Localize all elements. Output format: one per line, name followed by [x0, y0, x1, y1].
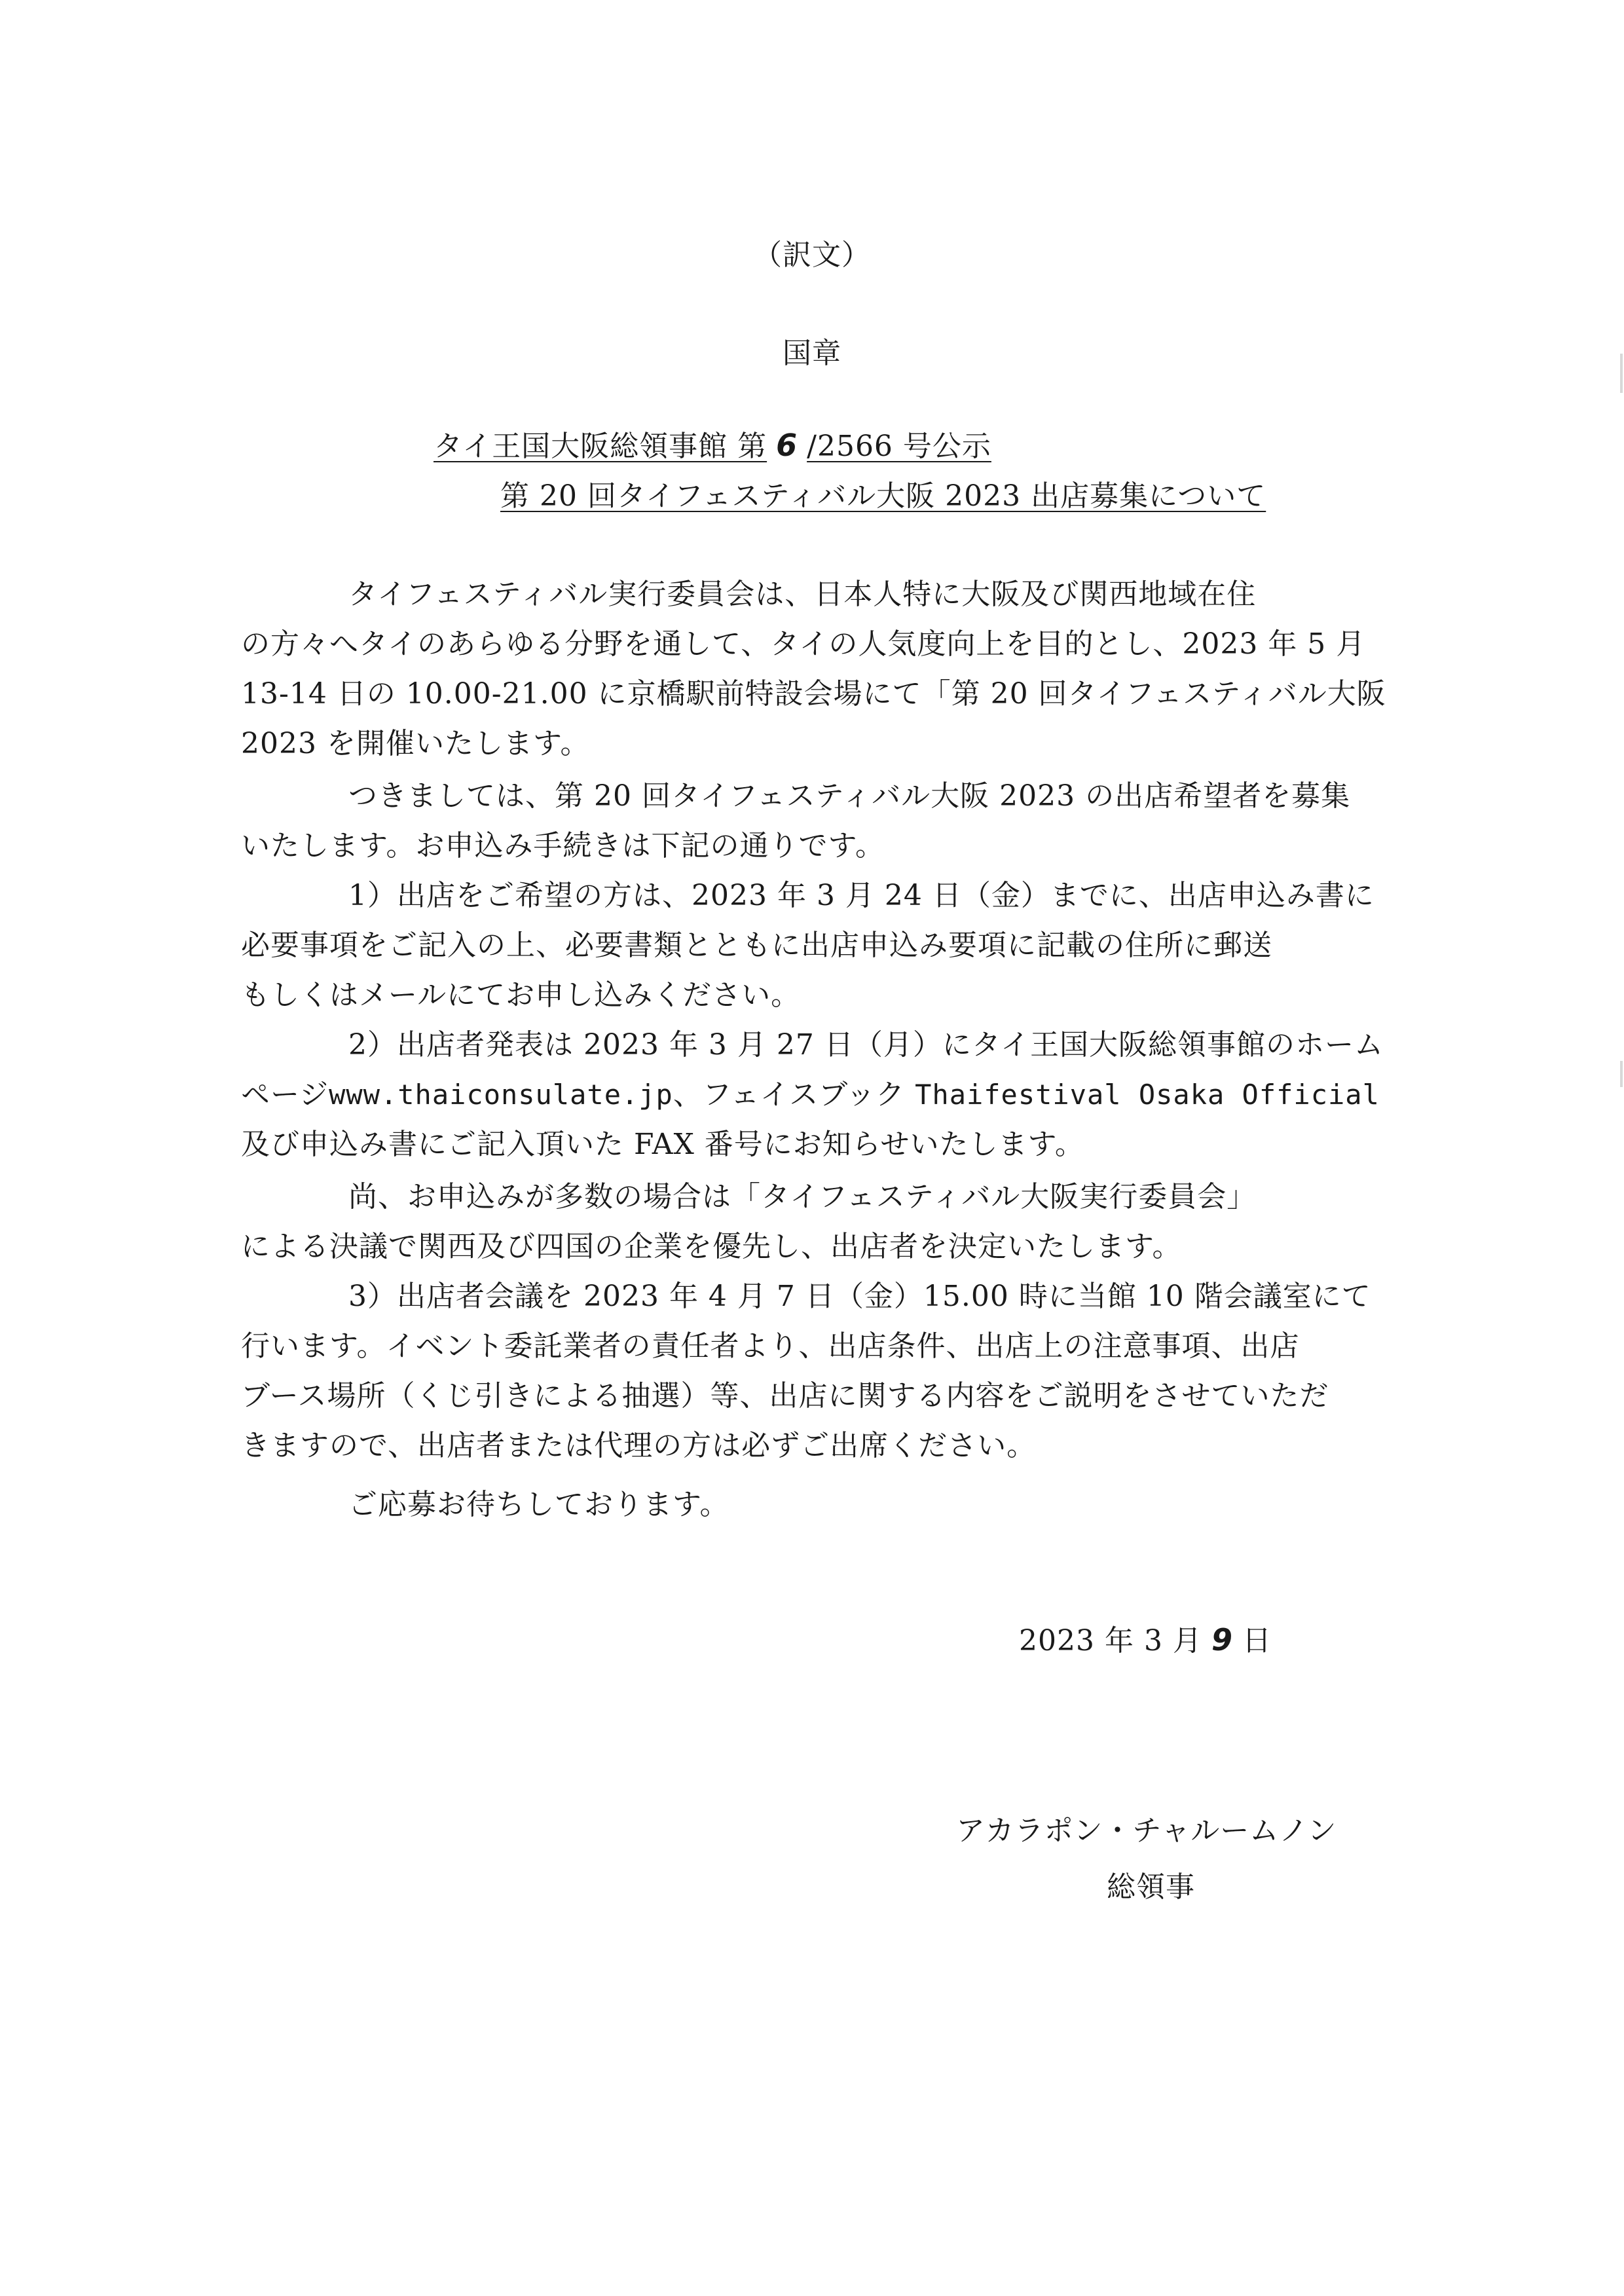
translation-header: （訳文） — [753, 238, 871, 272]
closing-line: ご応募お待ちしております。 — [348, 1488, 729, 1521]
body-line: いたします。お申込み手続きは下記の通りです。 — [241, 829, 885, 862]
link-prefix: ページ — [241, 1078, 329, 1111]
document-date — [1019, 1620, 1272, 1661]
body-line: の方々へタイのあらゆる分野を通して、タイの人気度向上を目的とし、2023 年 5 月 — [241, 627, 1366, 661]
signatory-title: 総領事 — [1107, 1870, 1195, 1904]
body-line: 1）出店をご希望の方は、2023 年 3 月 24 日（金）までに、出店申込み書に — [348, 879, 1375, 912]
link-middle: 、フェイスブック — [673, 1078, 915, 1111]
body-line: つきましては、第 20 回タイフェスティバル大阪 2023 の出店希望者を募集 — [348, 779, 1351, 813]
announcement-number: 6 — [776, 428, 798, 463]
signatory-name: アカラポン・チャルームノン — [956, 1814, 1337, 1847]
scan-edge-mark — [1620, 1061, 1623, 1087]
body-line: タイフェスティバル実行委員会は、日本人特に大阪及び関西地域在住 — [348, 578, 1257, 611]
announcement-title-prefix: タイ王国大阪総領事館 第 — [434, 430, 767, 463]
body-line: 2023 を開催いたします。 — [241, 727, 590, 760]
body-line: きますので、出店者または代理の方は必ずご出席ください。 — [241, 1429, 1037, 1462]
body-line: もしくはメールにてお申し込みください。 — [241, 978, 801, 1012]
body-line: 13-14 日の 10.00-21.00 に京橋駅前特設会場にて「第 20 回タイフェスティバル大阪 — [241, 677, 1386, 711]
body-line: による決議で関西及び四国の企業を優先し、出店者を決定いたします。 — [241, 1230, 1182, 1263]
body-line: 行います。イベント委託業者の責任者より、出店条件、出店上の注意事項、出店 — [241, 1329, 1300, 1363]
emblem-label: 国章 — [783, 337, 841, 370]
date-prefix: 2023 年 3 月 — [1019, 1624, 1202, 1657]
body-line: 尚、お申込みが多数の場合は「タイフェスティバル大阪実行委員会」 — [348, 1180, 1257, 1213]
consulate-website-link[interactable]: www.thaiconsulate.jp — [329, 1079, 673, 1111]
date-suffix: 日 — [1242, 1624, 1272, 1657]
body-line: 2）出店者発表は 2023 年 3 月 27 日（月）にタイ王国大阪総領事館のホーム — [348, 1028, 1384, 1062]
body-line: ブース場所（くじ引きによる抽選）等、出店に関する内容をご説明をさせていただ — [241, 1379, 1329, 1413]
body-line: 必要事項をご記入の上、必要書類とともに出店申込み要項に記載の住所に郵送 — [241, 929, 1272, 962]
announcement-title-line2: 第 20 回タイフェスティバル大阪 2023 出店募集について — [500, 479, 1266, 513]
date-day-handwritten: 9 — [1211, 1622, 1233, 1657]
body-line: 及び申込み書にご記入頂いた FAX 番号にお知らせいたします。 — [241, 1128, 1084, 1161]
announcement-title-suffix: /2566 号公示 — [807, 430, 991, 463]
facebook-page-link[interactable]: Thaifestival Osaka Official — [915, 1079, 1380, 1111]
body-line: 3）出店者会議を 2023 年 4 月 7 日（金）15.00 時に当館 10 階会議室にて — [348, 1280, 1371, 1313]
announcement-title-line1 — [434, 426, 991, 466]
body-line-links — [241, 1075, 1380, 1115]
